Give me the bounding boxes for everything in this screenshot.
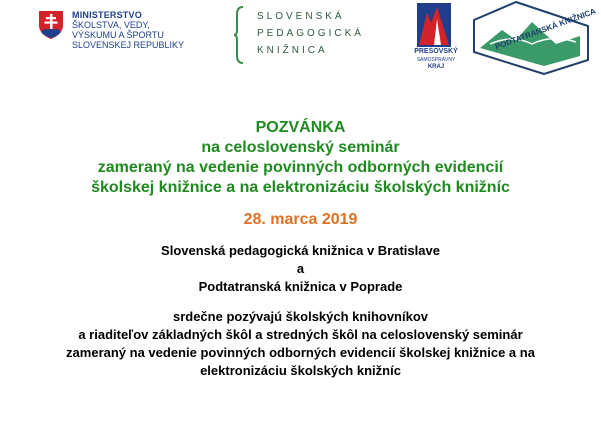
organizer-2: Podtatranská knižnica v Poprade [198,279,403,294]
podtatranska-logo [472,0,598,75]
body-line-4: elektronizáciu školských knižníc [200,363,401,378]
presov-line-1: PREŠOVSKÝ [414,48,458,55]
mountain-flag-icon [417,3,451,47]
organizer-conjunction: a [296,261,305,276]
ministry-line-4: SLOVENSKEJ REPUBLIKY [72,40,185,50]
spk-line-3: KNIŽNICA [257,45,328,56]
presov-region-logo [413,3,459,75]
invitation-line-3: školskej knižnice a na elektronizáciu školských knižníc [91,179,510,196]
invitation-line-2: zameraný na vedenie povinných odborných evidencií [97,159,504,176]
body-line-2: a riaditeľov základných škôl a stredných škôl na celoslovenský seminár [78,327,523,342]
logo-header [0,0,601,100]
ministry-line-1: MINISTERSTVO [72,10,142,20]
ministry-logo [38,8,208,68]
podtatranska-label: PODTATRANSKÁ KNIŽNICA [494,6,598,52]
brace-icon [233,6,245,64]
invitation-line-1: na celoslovenský seminár [201,139,400,156]
presov-line-3: KRAJ [427,64,445,70]
event-date: 28. marca 2019 [243,211,358,228]
presov-line-2: SAMOSPRÁVNY [416,57,456,63]
slovak-coat-of-arms-icon [38,10,64,40]
spk-line-1: SLOVENSKÁ [257,11,345,22]
organizer-1: Slovenská pedagogická knižnica v Bratislave [161,243,440,258]
spk-logo [233,6,383,66]
body-line-1: srdečne pozývajú školských knihovníkov [172,309,429,324]
body-line-3: zameraný na vedenie povinných odborných evidencií školskej knižnice a na [66,345,535,360]
ministry-line-3: VÝSKUMU A ŠPORTU [72,30,164,40]
invitation-body [0,118,601,380]
spk-line-2: PEDAGOGICKÁ [257,28,364,39]
ministry-line-2: ŠKOLSTVA, VEDY, [72,20,150,30]
invitation-title: POZVÁNKA [255,119,346,136]
